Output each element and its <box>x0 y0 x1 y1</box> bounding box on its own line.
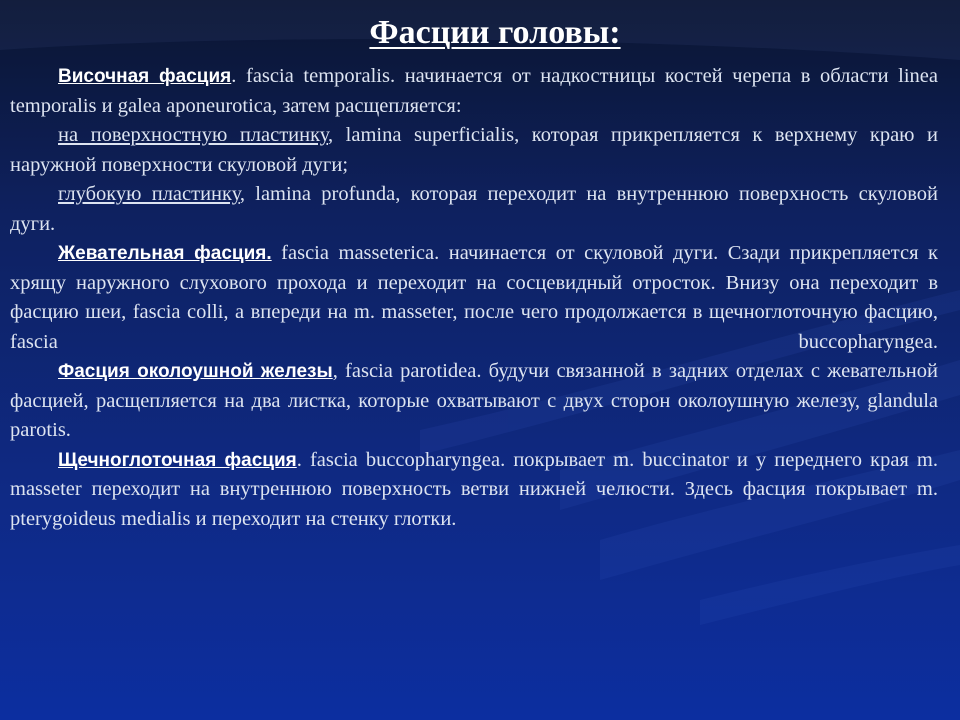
slide-title <box>0 14 960 52</box>
paragraph-text: , lamina profunda, которая переходит на внутреннюю поверхность скуловой дуги. <box>10 183 938 235</box>
term-buccopharyngeal-fascia: Щечноглоточная фасция <box>58 449 297 471</box>
paragraph-masseteric-fascia <box>10 239 938 357</box>
term-parotid-fascia: Фасция околоушной железы <box>58 361 333 382</box>
paragraph-temporal-fascia <box>10 62 938 121</box>
paragraph-text: fascia masseterica. начинается от скуловой дуги. Сзади прикрепляется к хрящу наружного слухового прохода и переходит на сосцевидный отросток. Внизу она переходит в фасцию шеи, fascia colli, а впереди на m. masseter, после чего продолжается в щечноглоточную фасцию, fascia buccopharyngea. <box>10 242 938 353</box>
term-masseteric-fascia: Жевательная фасция. <box>58 243 272 264</box>
paragraph-buccopharyngeal-fascia <box>10 446 938 535</box>
term-deep-lamina: глубокую пластинку <box>58 183 240 205</box>
paragraph-superficial-lamina <box>10 121 938 180</box>
slide-title-text: Фасции головы: <box>369 14 621 51</box>
slide-body <box>10 62 938 534</box>
paragraph-text: . fascia buccopharyngea. покрывает m. buccinator и у переднего края m. masseter переходит на внутреннюю поверхность ветви нижней челюсти. Здесь фасция покрывает m. pterygoideus medialis и переходит на стенку глотки. <box>10 448 939 530</box>
term-temporal-fascia: Височная фасция <box>58 66 232 87</box>
paragraph-text: , lamina superficialis, которая прикрепляется к верхнему краю и наружной поверхности скуловой дуги; <box>10 124 938 176</box>
paragraph-text: . fascia temporalis. начинается от надкостницы костей черепа в области linea temporalis и galea aponeurotica, затем расщепляется: <box>10 65 938 117</box>
term-superficial-lamina: на поверхностную пластинку <box>58 124 328 146</box>
paragraph-parotid-fascia <box>10 357 938 446</box>
paragraph-deep-lamina <box>10 180 938 239</box>
paragraph-text: , fascia parotidea. будучи связанной в задних отделах с жевательной фасцией, расщепляется на два листка, которые охватывают с двух сторон околоушную железу, glandula parotis. <box>10 360 938 441</box>
